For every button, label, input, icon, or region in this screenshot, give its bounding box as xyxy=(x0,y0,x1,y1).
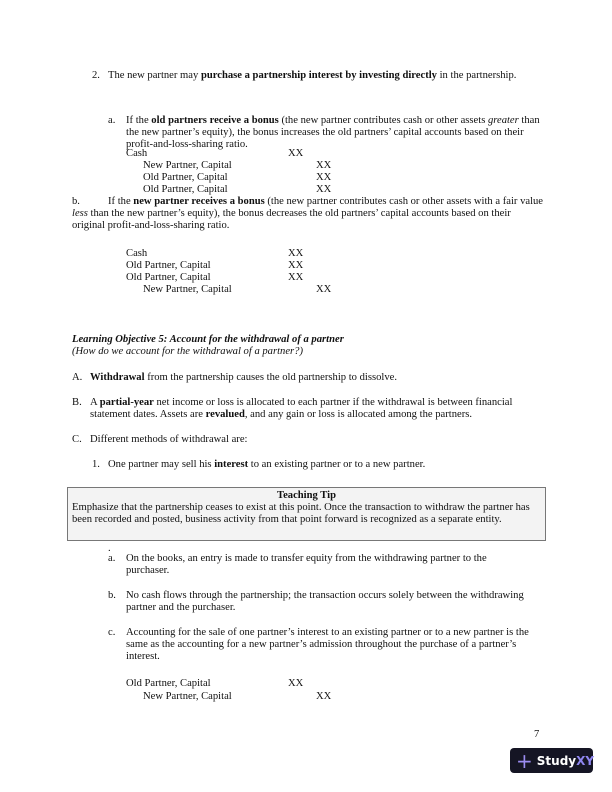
italic-run: less xyxy=(72,208,88,219)
entry-credit: XX xyxy=(316,184,332,195)
list-letter: C. xyxy=(72,434,82,445)
list-letter: b. xyxy=(72,196,80,207)
text-run: from the partnership causes the old partnership to dissolve. xyxy=(144,372,397,383)
entry-debit: XX xyxy=(288,678,304,689)
entry-account: Old Partner, Capital xyxy=(143,184,228,195)
text-run: than the new partner’s equity), the bonus decreases the old partners’ capital accounts based on their original profit-and-loss-sharing ratio. xyxy=(72,208,511,231)
entry-account: New Partner, Capital xyxy=(143,160,232,171)
studyxy-logo xyxy=(510,748,593,773)
item-B-text xyxy=(90,397,542,421)
item-2b-text xyxy=(72,196,544,232)
text-run: One partner may sell his xyxy=(108,459,215,470)
learning-objective-title: Learning Objective 5: Account for the withdrawal of a partner xyxy=(72,334,344,345)
bold-run: interest xyxy=(214,459,249,470)
item-2a-text xyxy=(126,115,542,151)
text-run: If the xyxy=(108,196,134,207)
sub-item-text: Accounting for the sale of one partner’s interest to an existing partner or to a new partner is the same as the accounting for a new partner’s admission throughout the purchase of a partner’s interest. xyxy=(126,627,529,662)
bold-run: revalued xyxy=(205,409,245,420)
text-run: The new partner may xyxy=(108,70,201,81)
text-run: A xyxy=(90,397,100,408)
list-letter: a. xyxy=(108,115,116,126)
text-run: , and any gain or loss is allocated among the partners. xyxy=(244,409,472,420)
entry-account: Old Partner, Capital xyxy=(143,172,228,183)
entry-account: Old Partner, Capital xyxy=(126,260,211,271)
entry-account: New Partner, Capital xyxy=(143,691,232,702)
text-run: net income or loss is allocated to each partner if the withdrawal is between financial statement dates. Assets are xyxy=(90,397,513,420)
stray-dot: . xyxy=(108,543,111,554)
teaching-tip-title: Teaching Tip xyxy=(277,490,336,501)
entry-debit: XX xyxy=(288,248,304,259)
list-letter: A. xyxy=(72,372,83,383)
text-run: If the xyxy=(126,115,152,126)
text-run: in the partnership. xyxy=(436,70,517,81)
entry-debit: XX xyxy=(288,148,304,159)
list-letter: a. xyxy=(108,553,116,564)
italic-run: greater xyxy=(487,115,519,126)
entry-account: Old Partner, Capital xyxy=(126,678,211,689)
entry-debit: XX xyxy=(288,272,304,283)
entry-credit: XX xyxy=(316,160,332,171)
teaching-tip-box xyxy=(67,487,546,541)
sub-item-text: No cash flows through the partnership; the transaction occurs solely between the withdrawing partner and the purchaser. xyxy=(126,590,524,613)
entry-credit: XX xyxy=(316,691,332,702)
logo-text: Study xyxy=(536,753,577,768)
bold-run: old partners receive a bonus xyxy=(151,115,279,126)
bold-run: new partner receives a bonus xyxy=(133,196,265,207)
entry-credit: XX xyxy=(316,172,332,183)
bold-run: partial-year xyxy=(99,397,154,408)
text-run: (the new partner contributes cash or other assets xyxy=(278,115,488,126)
item-C1-text xyxy=(108,459,425,471)
list-letter: c. xyxy=(108,627,116,638)
entry-account: New Partner, Capital xyxy=(143,284,232,295)
entry-credit: XX xyxy=(316,284,332,295)
bold-run: purchase a partnership interest by investing directly xyxy=(200,70,437,81)
text-run: to an existing partner or to a new partner. xyxy=(248,459,426,470)
sub-item-text: On the books, an entry is made to transfer equity from the withdrawing partner to the purchaser. xyxy=(126,553,487,576)
text-run: than the new partner’s equity), the bonus increases the old partners’ capital accounts based on their profit-and-loss-sharing ratio. xyxy=(126,115,540,150)
item-C-text: Different methods of withdrawal are: xyxy=(90,434,248,445)
text-run: (the new partner contributes cash or other assets with a fair value xyxy=(264,196,544,207)
learning-objective-question: (How do we account for the withdrawal of a partner?) xyxy=(72,346,303,357)
entry-account: Old Partner, Capital xyxy=(126,272,211,283)
bold-run: Withdrawal xyxy=(90,372,145,383)
entry-debit: XX xyxy=(288,260,304,271)
item-2-text xyxy=(108,70,516,82)
teaching-tip-body: Emphasize that the partnership ceases to exist at this point. Once the transaction to withdraw the partner has been recorded and posted, business activity from that point forward is recognized as a separate entity. xyxy=(72,502,530,525)
plus-icon: + xyxy=(516,748,533,773)
entry-account: Cash xyxy=(126,248,148,259)
logo-text-accent: XY xyxy=(576,753,595,768)
list-number: 2. xyxy=(92,70,100,81)
list-letter: b. xyxy=(108,590,116,601)
list-number: 1. xyxy=(92,459,100,470)
entry-account: Cash xyxy=(126,148,148,159)
item-A-text xyxy=(90,372,397,384)
page-number: 7 xyxy=(534,729,540,740)
list-letter: B. xyxy=(72,397,82,408)
